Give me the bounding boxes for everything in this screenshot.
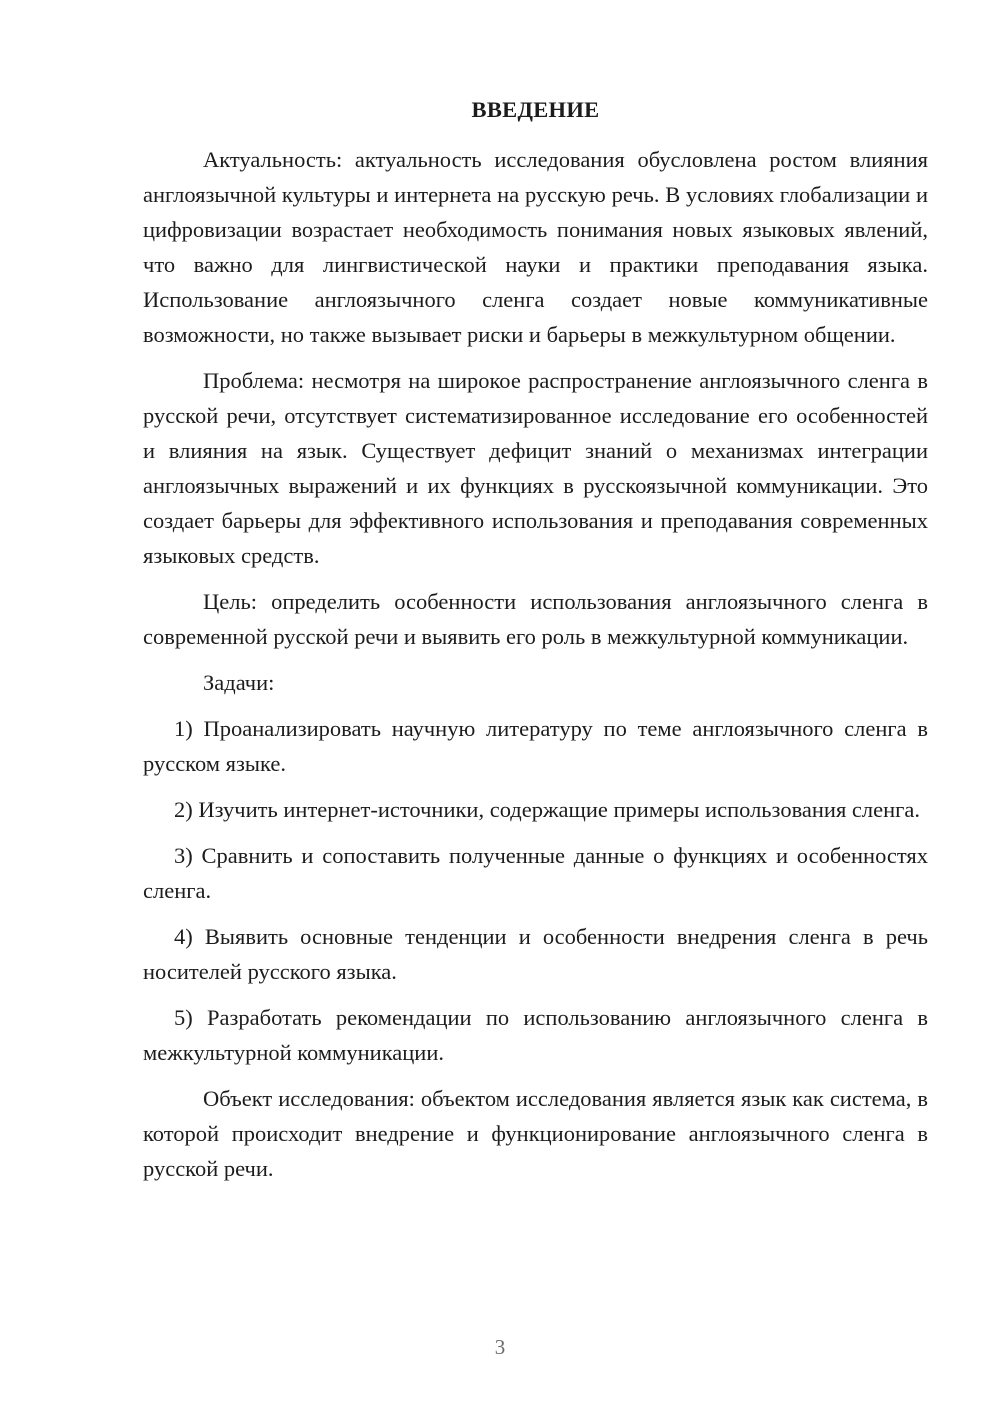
- object-paragraph: Объект исследования: объектом исследования является язык как система, в которой происходит внедрение и функционирование англоязычного сленга в русской речи.: [143, 1086, 928, 1181]
- tasks-list: [143, 711, 928, 1070]
- goal-paragraph: Цель: определить особенности использования англоязычного сленга в современной русской речи и выявить его роль в межкультурной коммуникации.: [143, 589, 928, 649]
- task-item: 5) Разработать рекомендации по использованию англоязычного сленга в межкультурной коммуникации.: [143, 1005, 928, 1065]
- document-page: [143, 92, 928, 1186]
- task-item: 3) Сравнить и сопоставить полученные данные о функциях и особенностях сленга.: [143, 843, 928, 903]
- task-item: 4) Выявить основные тенденции и особенности внедрения сленга в речь носителей русского языка.: [143, 924, 928, 984]
- relevance-paragraph: Актуальность: актуальность исследования обусловлена ростом влияния англоязычной культуры и интернета на русскую речь. В условиях глобализации и цифровизации возрастает необходимость понимания новых языковых явлений, что важно для лингвистической науки и практики преподавания языка. Использование англоязычного сленга создает новые коммуникативные возможности, но также вызывает риски и барьеры в межкультурном общении.: [143, 147, 928, 347]
- page-number: 3: [494, 1335, 506, 1359]
- tasks-label: Задачи:: [203, 670, 275, 695]
- section-heading: ВВЕДЕНИЕ: [471, 97, 600, 122]
- task-item: 1) Проанализировать научную литературу по теме англоязычного сленга в русском языке.: [143, 716, 928, 776]
- task-item: 2) Изучить интернет-источники, содержащие примеры использования сленга.: [174, 797, 921, 822]
- problem-paragraph: Проблема: несмотря на широкое распространение англоязычного сленга в русской речи, отсутствует систематизированное исследование его особенностей и влияния на язык. Существует дефицит знаний о механизмах интеграции англоязычных выражений и их функциях в русскоязычной коммуникации. Это создает барьеры для эффективного использования и преподавания современных языковых средств.: [143, 368, 928, 568]
